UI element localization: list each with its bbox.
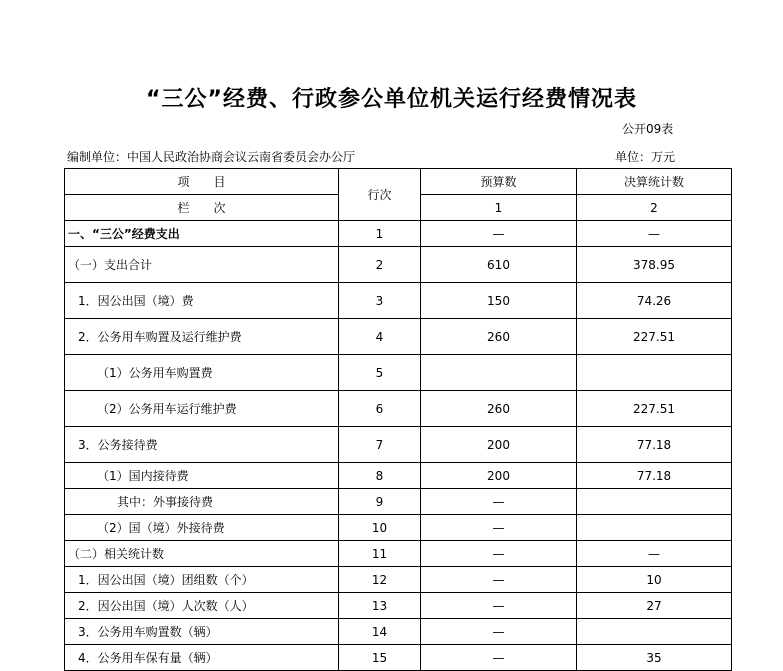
row-final: — [577, 541, 732, 567]
row-number: 14 [339, 619, 421, 645]
row-item: （2）国（境）外接待费 [65, 515, 339, 541]
table-row [65, 489, 732, 515]
header-row-no: 行次 [339, 169, 421, 221]
row-final: 227.51 [577, 319, 732, 355]
row-final: 10 [577, 567, 732, 593]
table-row [65, 619, 732, 645]
header-col2: 2 [577, 195, 732, 221]
row-item: （二）相关统计数 [65, 541, 339, 567]
row-final [577, 355, 732, 391]
form-code: 公开09表 [622, 122, 674, 136]
row-budget: — [421, 619, 577, 645]
row-item: （1）公务用车购置费 [65, 355, 339, 391]
currency-unit: 单位：万元 [615, 150, 676, 164]
header-column-label: 栏 次 [65, 195, 339, 221]
row-final: 77.18 [577, 463, 732, 489]
row-budget: 200 [421, 463, 577, 489]
row-budget: 200 [421, 427, 577, 463]
row-number: 2 [339, 247, 421, 283]
row-budget [421, 355, 577, 391]
row-number: 13 [339, 593, 421, 619]
row-number: 10 [339, 515, 421, 541]
row-number: 4 [339, 319, 421, 355]
header-budget: 预算数 [421, 169, 577, 195]
row-budget: — [421, 489, 577, 515]
row-budget: — [421, 515, 577, 541]
row-number: 8 [339, 463, 421, 489]
row-item: 3．公务用车购置数（辆） [65, 619, 339, 645]
table-row [65, 463, 732, 489]
compiling-unit: 编制单位：中国人民政治协商会议云南省委员会办公厅 [67, 150, 356, 164]
row-item: （一）支出合计 [65, 247, 339, 283]
row-final: 227.51 [577, 391, 732, 427]
row-item: 1．因公出国（境）费 [65, 283, 339, 319]
header-item: 项 目 [65, 169, 339, 195]
row-number: 9 [339, 489, 421, 515]
row-number: 5 [339, 355, 421, 391]
expense-table [64, 168, 732, 671]
row-number: 12 [339, 567, 421, 593]
row-number: 11 [339, 541, 421, 567]
table-row [65, 541, 732, 567]
row-final: 378.95 [577, 247, 732, 283]
row-budget: — [421, 593, 577, 619]
table-row [65, 567, 732, 593]
table-row [65, 355, 732, 391]
row-budget: 150 [421, 283, 577, 319]
page-title: “三公”经费、行政参公单位机关运行经费情况表 [146, 87, 637, 112]
row-final [577, 619, 732, 645]
row-number: 1 [339, 221, 421, 247]
row-budget: — [421, 221, 577, 247]
table-row [65, 221, 732, 247]
header-row [65, 169, 732, 195]
row-budget: — [421, 645, 577, 671]
table-row [65, 593, 732, 619]
row-final: 74.26 [577, 283, 732, 319]
row-budget: 610 [421, 247, 577, 283]
row-item: 2．公务用车购置及运行维护费 [65, 319, 339, 355]
table-row [65, 391, 732, 427]
row-item: 4．公务用车保有量（辆） [65, 645, 339, 671]
row-item: 一、“三公”经费支出 [65, 221, 339, 247]
row-budget: — [421, 567, 577, 593]
row-item: 1．因公出国（境）团组数（个） [65, 567, 339, 593]
header-final: 决算统计数 [577, 169, 732, 195]
table-row [65, 283, 732, 319]
table-row [65, 427, 732, 463]
table-row [65, 319, 732, 355]
row-item: （2）公务用车运行维护费 [65, 391, 339, 427]
row-budget: — [421, 541, 577, 567]
row-number: 6 [339, 391, 421, 427]
row-item: 2．因公出国（境）人次数（人） [65, 593, 339, 619]
row-final: 77.18 [577, 427, 732, 463]
row-number: 7 [339, 427, 421, 463]
row-final: — [577, 221, 732, 247]
row-budget: 260 [421, 391, 577, 427]
row-item: 3．公务接待费 [65, 427, 339, 463]
row-item: （1）国内接待费 [65, 463, 339, 489]
row-final [577, 489, 732, 515]
row-final: 27 [577, 593, 732, 619]
row-final [577, 515, 732, 541]
table-row [65, 645, 732, 671]
row-final: 35 [577, 645, 732, 671]
row-number: 3 [339, 283, 421, 319]
header-col1: 1 [421, 195, 577, 221]
row-item: 其中：外事接待费 [65, 489, 339, 515]
table-row [65, 515, 732, 541]
row-budget: 260 [421, 319, 577, 355]
row-number: 15 [339, 645, 421, 671]
table-row [65, 247, 732, 283]
